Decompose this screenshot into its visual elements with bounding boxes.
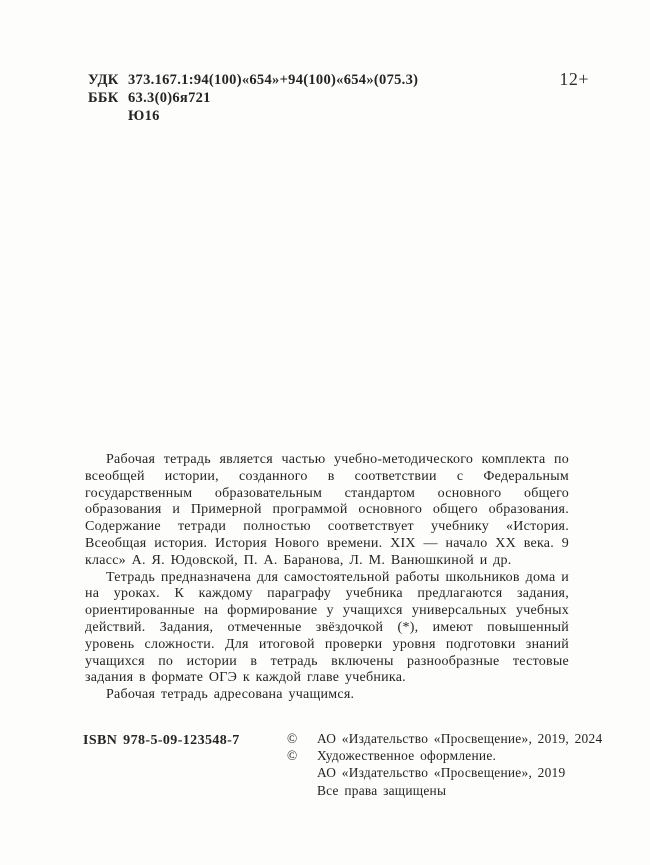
udk-value: 373.167.1:94(100)«654»+94(100)«654»(075.3) xyxy=(128,72,419,88)
copyright-line xyxy=(287,730,602,747)
copyright-symbol: © xyxy=(287,748,298,764)
isbn-number: ISBN 978-5-09-123548-7 xyxy=(83,733,240,748)
copyright-line xyxy=(287,782,602,799)
annotation-paragraph-1: Рабочая тетрадь является частью учебно-методического комплекта по всеобщей истории, созданного в соответствии с Федеральным государственным образовательным стандартом основного общего образования и Примерной программой основного общего образования. Содержание тетради полностью соответствует учебнику «История. Всеобщая история. История Нового времени. XIX — начало XX века. 9 класс» А. Я. Юдовской, П. А. Баранова, Л. М. Ванюшкиной и др. xyxy=(85,452,569,568)
copyright-text: АО «Издательство «Просвещение», 2019, 2024 xyxy=(317,731,603,746)
bbk-value: 63.3(0)6я721 xyxy=(128,90,211,106)
annotation-block xyxy=(85,452,569,704)
copyright-line xyxy=(287,764,602,781)
copyright-symbol: © xyxy=(287,731,298,746)
copyright-text: АО «Издательство «Просвещение», 2019 xyxy=(317,765,566,781)
copyright-line xyxy=(287,747,602,764)
copyright-text: Все права защищены xyxy=(317,782,447,798)
annotation-paragraph-3: Рабочая тетрадь адресована учащимся. xyxy=(106,687,355,703)
udk-row xyxy=(88,71,418,89)
udk-label: УДК xyxy=(88,72,119,88)
copyright-block xyxy=(287,730,602,799)
copyright-text: Художественное оформление. xyxy=(317,748,497,764)
classification-block xyxy=(88,71,418,125)
annotation-paragraph-2: Тетрадь предназначена для самостоятельной работы школьников дома и на уроках. К каждому параграфу учебника предлагаются задания, ориентированные на формирование у учащихся универсальных учебных действий. Задания, отмеченные звёздочкой (*), имеют повышенный уровень сложности. Для итоговой проверки уровня подготовки знаний учащихся по истории в тетрадь включены разнообразные тестовые задания в формате ОГЭ к каждой главе учебника. xyxy=(85,569,569,686)
bbk-row xyxy=(88,89,418,107)
author-sign-row xyxy=(88,107,418,125)
bbk-label: ББК xyxy=(88,90,119,106)
age-rating-badge: 12+ xyxy=(559,69,589,89)
author-sign: Ю16 xyxy=(128,108,160,124)
